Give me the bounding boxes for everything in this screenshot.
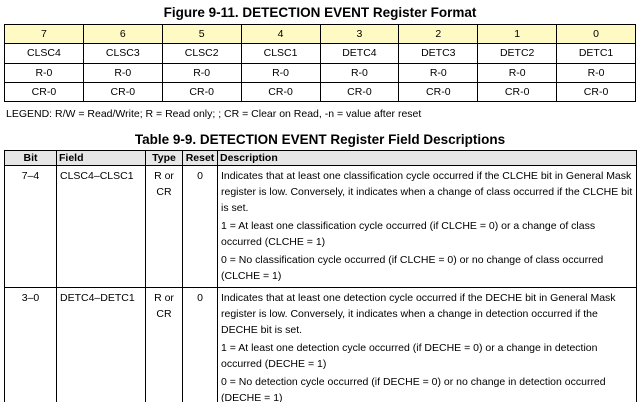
table-title: Table 9-9. DETECTION EVENT Register Field Descriptions [134, 132, 506, 147]
field-name-cell: DETC1 [557, 44, 636, 63]
field-name-row [5, 44, 636, 63]
bit-number-cell: 2 [399, 25, 478, 44]
field-cell: DETC4–DETC1 [57, 288, 146, 402]
clear-cell: CR-0 [557, 82, 636, 101]
field-name-cell: DETC4 [320, 44, 399, 63]
clear-cell: CR-0 [5, 82, 84, 101]
bit-number-cell: 7 [5, 25, 84, 44]
clear-cell: CR-0 [162, 82, 241, 101]
clear-cell: CR-0 [399, 82, 478, 101]
register-format-table [4, 24, 636, 102]
description-paragraph: Indicates that at least one detection cycle occurred if the DECHE bit in General Mask register is low. Conversely, it indicates when a change in detection occurred if the DECHE bit is set. [221, 292, 616, 336]
field-cell: CLSC4–CLSC1 [57, 166, 146, 288]
figure-title: Figure 9-11. DETECTION EVENT Register Format [163, 5, 477, 20]
access-cell: R-0 [241, 63, 320, 82]
description-paragraph: 1 = At least one detection cycle occurred (if DECHE = 0) or a change in detection occurred (DECHE = 1) [221, 342, 598, 370]
type-cell: R or CR [146, 288, 183, 402]
access-cell: R-0 [557, 63, 636, 82]
access-cell: R-0 [478, 63, 557, 82]
field-name-cell: CLSC3 [83, 44, 162, 63]
bit-cell: 3–0 [5, 288, 57, 402]
description-paragraph: 1 = At least one classification cycle occurred (if CLCHE = 0) or a change of class occurred (CLCHE = 1) [221, 220, 596, 248]
field-name-cell: CLSC4 [5, 44, 84, 63]
field-name-cell: CLSC2 [162, 44, 241, 63]
description-paragraph: 0 = No detection cycle occurred (if DECHE = 0) or no change in detection occurred (DECHE = 1) [221, 376, 606, 402]
bit-number-cell: 0 [557, 25, 636, 44]
field-name-cell: CLSC1 [241, 44, 320, 63]
bit-number-row [5, 25, 636, 44]
header-type: Type [146, 151, 183, 166]
bit-number-cell: 4 [241, 25, 320, 44]
access-cell: R-0 [399, 63, 478, 82]
description-cell [218, 166, 637, 288]
type-cell: R or CR [146, 166, 183, 288]
clear-cell: CR-0 [83, 82, 162, 101]
table-row [5, 288, 637, 402]
access-row [5, 63, 636, 82]
bit-number-cell: 3 [320, 25, 399, 44]
bit-number-cell: 6 [83, 25, 162, 44]
bit-cell: 7–4 [5, 166, 57, 288]
field-description-table [4, 150, 637, 402]
reset-cell: 0 [183, 288, 218, 402]
field-name-cell: DETC2 [478, 44, 557, 63]
header-description: Description [218, 151, 637, 166]
bit-number-cell: 5 [162, 25, 241, 44]
header-bit: Bit [5, 151, 57, 166]
access-cell: R-0 [162, 63, 241, 82]
table-header-row [5, 151, 637, 166]
field-name-cell: DETC3 [399, 44, 478, 63]
clear-cell: CR-0 [241, 82, 320, 101]
access-cell: R-0 [5, 63, 84, 82]
legend: LEGEND: R/W = Read/Write; R = Read only; ; CR = Clear on Read, -n = value after reset [6, 108, 422, 120]
reset-cell: 0 [183, 166, 218, 288]
clear-cell: CR-0 [478, 82, 557, 101]
clear-cell: CR-0 [320, 82, 399, 101]
clear-row [5, 82, 636, 101]
header-field: Field [57, 151, 146, 166]
description-paragraph: Indicates that at least one classification cycle occurred if the CLCHE bit in General Mask register is low. Conversely, it indicates when a change of class occurred if the CLCHE bit is set. [221, 170, 633, 214]
header-reset: Reset [183, 151, 218, 166]
description-cell [218, 288, 637, 402]
access-cell: R-0 [320, 63, 399, 82]
table-row [5, 166, 637, 288]
access-cell: R-0 [83, 63, 162, 82]
description-paragraph: 0 = No classification cycle occurred (if CLCHE = 0) or no change of class occurred (CLCHE = 1) [221, 254, 604, 282]
bit-number-cell: 1 [478, 25, 557, 44]
